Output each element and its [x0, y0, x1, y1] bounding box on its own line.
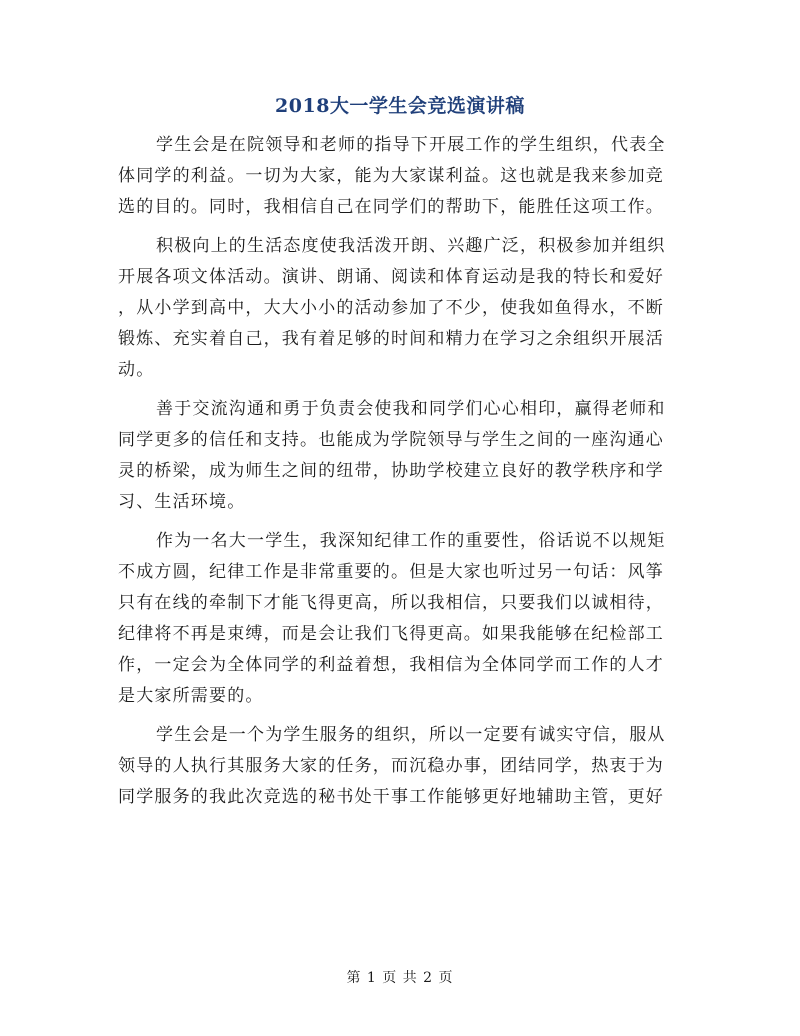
page-number-footer: 第 1 页 共 2 页: [346, 970, 454, 986]
paragraph-line: 作为一名大一学生，我深知纪律工作的重要性，俗话说不以规矩: [156, 531, 666, 551]
paragraph-line: 只有在线的牵制下才能飞得更高，所以我相信，只要我们以诚相待，: [118, 593, 664, 613]
document-title: 2018大一学生会竞选演讲稿: [275, 95, 525, 117]
paragraph-line: 同学服务的我此次竞选的秘书处干事工作能够更好地辅助主管，更好: [118, 787, 664, 807]
paragraph-line: 学生会是在院领导和老师的指导下开展工作的学生组织，代表全: [156, 135, 666, 155]
paragraph-5: [118, 720, 686, 813]
paragraph-line: 是大家所需要的。: [118, 686, 264, 706]
document-body: [118, 130, 686, 813]
paragraph-2: [118, 231, 686, 386]
paragraph-line: 纪律将不再是束缚，而是会让我们飞得更高。如果我能够在纪检部工: [118, 624, 664, 644]
paragraph-line: 不成方圆，纪律工作是非常重要的。但是大家也听过另一句话：风筝: [118, 562, 664, 582]
paragraph-line: 学生会是一个为学生服务的组织，所以一定要有诚实守信，服从: [156, 725, 666, 745]
paragraph-line: 开展各项文体活动。演讲、朗诵、阅读和体育运动是我的特长和爱好: [118, 267, 664, 287]
paragraph-line: 积极向上的生活态度使我活泼开朗、兴趣广泛，积极参加并组织: [156, 236, 666, 256]
paragraph-line: 灵的桥梁，成为师生之间的纽带，协助学校建立良好的教学秩序和学: [118, 461, 664, 481]
paragraph-line: 动。: [118, 360, 155, 380]
paragraph-line: ，从小学到高中，大大小小的活动参加了不少，使我如鱼得水，不断: [118, 298, 664, 318]
paragraph-1: [118, 130, 686, 223]
paragraph-line: 同学更多的信任和支持。也能成为学院领导与学生之间的一座沟通心: [118, 430, 664, 450]
paragraph-line: 选的目的。同时，我相信自己在同学们的帮助下，能胜任这项工作。: [118, 197, 664, 217]
paragraph-line: 锻炼、充实着自己，我有着足够的时间和精力在学习之余组织开展活: [118, 329, 664, 349]
paragraph-line: 领导的人执行其服务大家的任务，而沉稳办事，团结同学，热衷于为: [118, 756, 664, 776]
paragraph-3: [118, 394, 686, 518]
paragraph-line: 体同学的利益。一切为大家，能为大家谋利益。这也就是我来参加竞: [118, 166, 664, 186]
paragraph-line: 习、生活环境。: [118, 492, 246, 512]
paragraph-line: 善于交流沟通和勇于负责会使我和同学们心心相印，赢得老师和: [156, 399, 666, 419]
paragraph-4: [118, 526, 686, 712]
paragraph-line: 作，一定会为全体同学的利益着想，我相信为全体同学而工作的人才: [118, 655, 664, 675]
